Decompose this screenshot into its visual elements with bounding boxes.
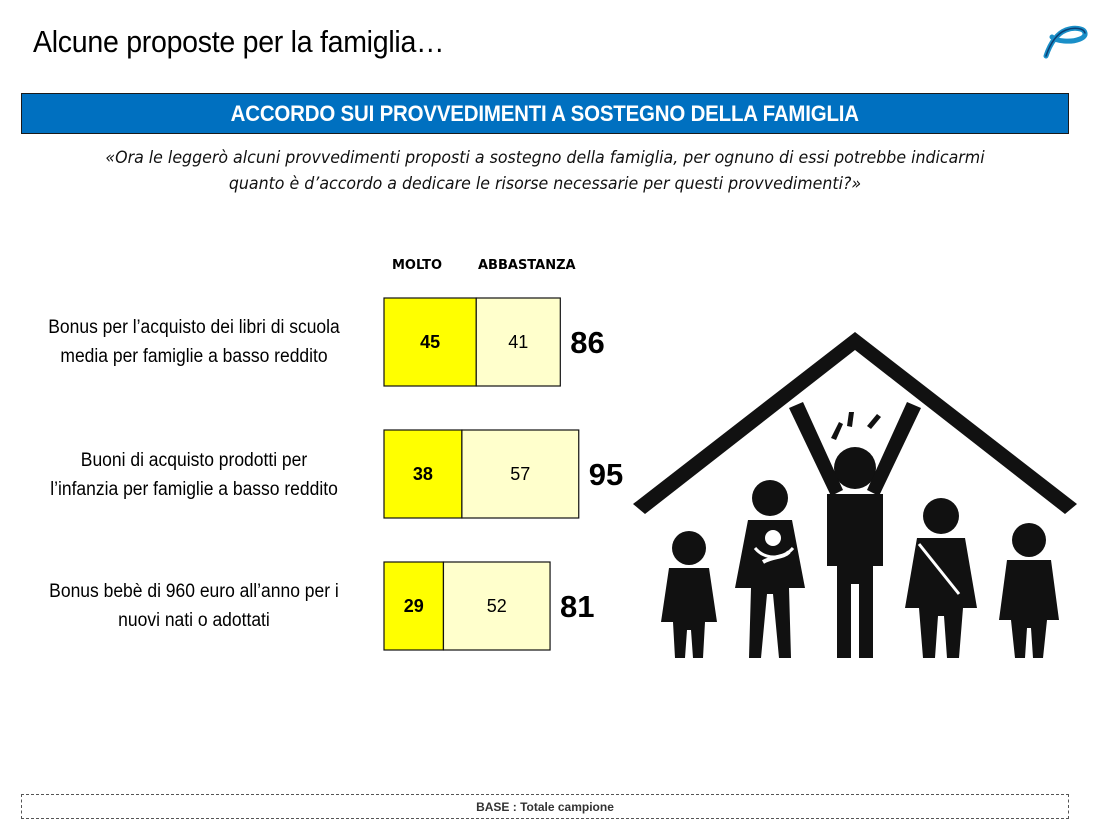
row-label-3-line-1: Bonus bebè di 960 euro all’anno per i: [49, 581, 339, 602]
row-label-2-line-2: l’infanzia per famiglie a basso reddito: [50, 479, 338, 500]
total-value-2: 95: [588, 457, 624, 492]
bar-value-molto-2: 38: [412, 464, 433, 484]
header-molto: MOLTO: [392, 258, 443, 273]
family-house-icon: [633, 326, 1077, 658]
question-line-2: quanto è d’accordo a dedicare le risorse necessarie per questi provvedimenti?»: [228, 174, 862, 194]
row-label-1-line-2: media per famiglie a basso reddito: [60, 346, 328, 367]
swoosh-logo-icon: [1040, 24, 1090, 60]
base-footer: BASE : Totale campione: [21, 794, 1069, 819]
row-label-3-line-2: nuovi nati o adottati: [118, 610, 270, 631]
question-line-1: «Ora le leggerò alcuni provvedimenti proposti a sostegno della famiglia, per ognuno di essi potrebbe indicarmi: [105, 148, 985, 168]
bar-value-abbastanza-2: 57: [510, 464, 531, 484]
bar-value-abbastanza-3: 52: [486, 596, 507, 616]
page-title: Alcune proposte per la famiglia…: [33, 24, 445, 59]
header-abbastanza: ABBASTANZA: [478, 258, 576, 273]
total-value-1: 86: [570, 325, 605, 360]
bar-value-molto-3: 29: [403, 596, 424, 616]
bar-value-abbastanza-1: 41: [508, 332, 529, 352]
section-banner: ACCORDO SUI PROVVEDIMENTI A SOSTEGNO DELLA FAMIGLIA: [21, 93, 1069, 134]
total-value-3: 81: [560, 589, 595, 624]
row-label-2-line-1: Buoni di acquisto prodotti per: [80, 450, 308, 471]
bar-value-molto-1: 45: [420, 332, 441, 352]
row-label-1-line-1: Bonus per l’acquisto dei libri di scuola: [48, 317, 340, 338]
